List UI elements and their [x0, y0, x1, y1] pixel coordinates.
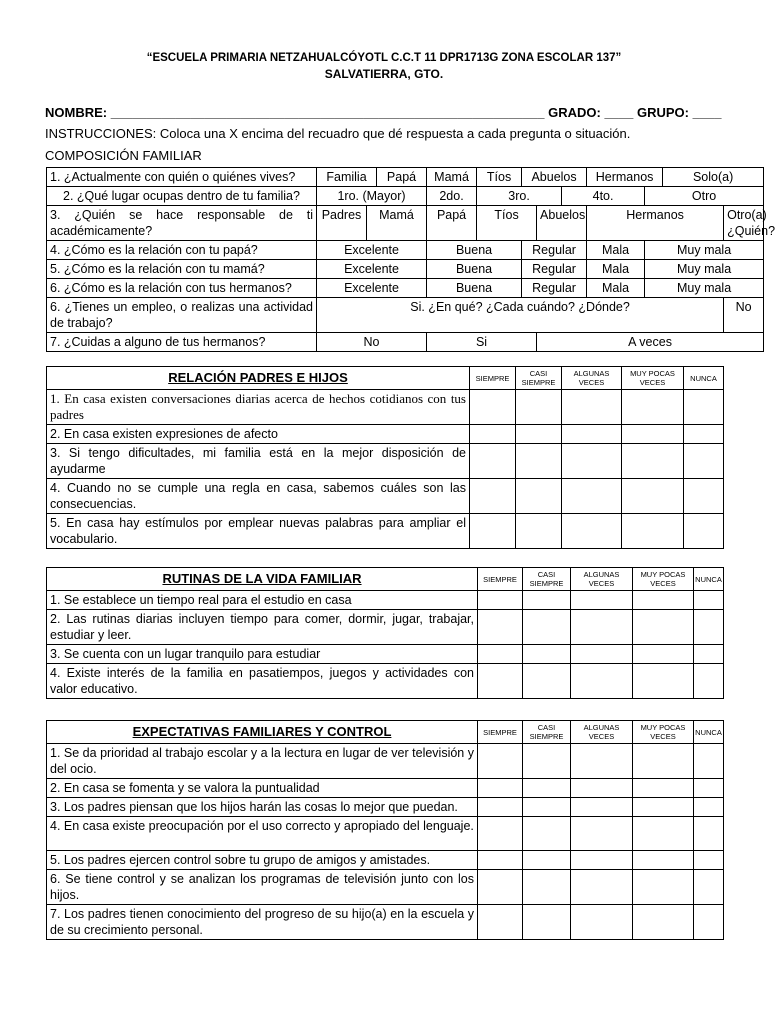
question: 1. ¿Actualmente con quién o quiénes vives? [47, 168, 317, 187]
rutinas-header-row [47, 568, 724, 591]
answer-cell[interactable] [622, 479, 684, 514]
option-cell[interactable]: Mala [587, 279, 645, 298]
answer-cell[interactable] [633, 905, 694, 940]
answer-cell[interactable] [523, 798, 571, 817]
school-city: SALVATIERRA, GTO. [324, 67, 444, 81]
answer-cell[interactable] [684, 514, 724, 549]
option-cell[interactable]: 1ro. (Mayor) [317, 187, 427, 206]
question: 3. ¿Quién se hace responsable de ti académicamente? [47, 206, 317, 241]
answer-cell[interactable] [523, 870, 571, 905]
answer-cell[interactable] [684, 444, 724, 479]
answer-cell[interactable] [516, 425, 562, 444]
answer-cell[interactable] [684, 425, 724, 444]
answer-cell[interactable] [633, 591, 694, 610]
answer-cell[interactable] [694, 798, 724, 817]
option-cell[interactable]: Si [427, 333, 537, 352]
item-text: 4. Cuando no se cumple una regla en casa, sabemos cuáles son las consecuencias. [47, 479, 470, 514]
item-text: 4. En casa existe preocupación por el uso correcto y apropiado del lenguaje. [47, 817, 478, 851]
item-text: 1. En casa existen conversaciones diarias acerca de hechos cotidianos con tus padres [47, 390, 470, 425]
answer-cell[interactable] [478, 851, 523, 870]
answer-cell[interactable] [622, 444, 684, 479]
answer-cell[interactable] [694, 664, 724, 699]
answer-cell[interactable] [571, 779, 633, 798]
answer-cell[interactable] [470, 444, 516, 479]
option-cell[interactable]: Papá [377, 168, 427, 187]
option-cell[interactable]: Buena [427, 260, 522, 279]
answer-cell[interactable] [694, 905, 724, 940]
answer-cell[interactable] [516, 390, 562, 425]
answer-cell[interactable] [633, 851, 694, 870]
answer-cell[interactable] [523, 905, 571, 940]
option-cell[interactable]: Buena [427, 241, 522, 260]
table-row [47, 905, 724, 940]
answer-cell[interactable] [523, 744, 571, 779]
scale-muy-pocas-veces: MUY POCAS VECES [633, 721, 694, 744]
expectativas-header-row [47, 721, 724, 744]
table-row [47, 851, 724, 870]
expectativas-title: EXPECTATIVAS FAMILIARES Y CONTROL [47, 721, 478, 744]
option-cell[interactable]: Papá [427, 206, 477, 241]
item-text: 7. Los padres tienen conocimiento del progreso de su hijo(a) en la escuela y de su crecimiento personal. [47, 905, 478, 940]
option-cell[interactable]: Mala [587, 260, 645, 279]
table-row [47, 390, 724, 425]
option-cell[interactable]: 3ro. [477, 187, 562, 206]
scale-casi-siempre: CASI SIEMPRE [523, 568, 571, 591]
option-cell[interactable]: Muy mala [645, 241, 764, 260]
scale-siempre: SIEMPRE [478, 721, 523, 744]
item-text: 3. Si tengo dificultades, mi familia está en la mejor disposición de ayudarme [47, 444, 470, 479]
table-row [47, 610, 724, 645]
option-cell[interactable]: Abuelos [522, 168, 587, 187]
answer-cell[interactable] [571, 744, 633, 779]
scale-siempre: SIEMPRE [470, 367, 516, 390]
table-row [47, 779, 724, 798]
answer-cell[interactable] [633, 744, 694, 779]
answer-cell[interactable] [523, 779, 571, 798]
option-cell[interactable]: Tíos [477, 168, 522, 187]
composition-row-6 [47, 279, 764, 298]
instructions-text: INSTRUCCIONES: Coloca una X encima del recuadro que dé respuesta a cada pregunta o situación. [45, 126, 631, 141]
table-row [47, 591, 724, 610]
answer-cell[interactable] [622, 390, 684, 425]
answer-cell[interactable] [694, 744, 724, 779]
item-text: 5. Los padres ejercen control sobre tu grupo de amigos y amistades. [47, 851, 478, 870]
composition-table [46, 167, 775, 352]
option-cell[interactable]: Familia [317, 168, 377, 187]
item-text: 1. Se establece un tiempo real para el estudio en casa [47, 591, 478, 610]
answer-cell[interactable] [516, 514, 562, 549]
question: 7. ¿Cuidas a alguno de tus hermanos? [47, 333, 317, 352]
answer-cell[interactable] [470, 390, 516, 425]
option-cell[interactable]: Muy mala [645, 279, 764, 298]
option-cell[interactable]: Mamá [367, 206, 427, 241]
answer-cell[interactable] [694, 870, 724, 905]
relacion-table [46, 366, 724, 549]
answer-cell[interactable] [694, 645, 724, 664]
item-text: 3. Los padres piensan que los hijos harán las cosas lo mejor que puedan. [47, 798, 478, 817]
answer-cell[interactable] [478, 664, 523, 699]
item-text: 2. Las rutinas diarias incluyen tiempo para comer, dormir, jugar, trabajar, estudiar y leer. [47, 610, 478, 645]
option-cell[interactable]: Mamá [427, 168, 477, 187]
scale-algunas-veces: ALGUNAS VECES [571, 721, 633, 744]
answer-cell[interactable] [571, 870, 633, 905]
table-row [47, 664, 724, 699]
answer-cell[interactable] [633, 817, 694, 851]
answer-cell[interactable] [571, 851, 633, 870]
question: 2. ¿Qué lugar ocupas dentro de tu familia? [47, 187, 317, 206]
table-row [47, 817, 724, 851]
composition-row-5 [47, 260, 764, 279]
answer-cell[interactable] [470, 425, 516, 444]
answer-cell[interactable] [478, 798, 523, 817]
option-cell[interactable]: Mala [587, 241, 645, 260]
answer-cell[interactable] [571, 591, 633, 610]
table-row [47, 444, 724, 479]
answer-cell[interactable] [694, 817, 724, 851]
scale-muy-pocas-veces: MUY POCAS VECES [633, 568, 694, 591]
item-text: 5. En casa hay estímulos por emplear nuevas palabras para ampliar el vocabulario. [47, 514, 470, 549]
item-text: 1. Se da prioridad al trabajo escolar y a la lectura en lugar de ver televisión y del ocio. [47, 744, 478, 779]
answer-cell[interactable] [694, 610, 724, 645]
name-grade-group-line[interactable]: NOMBRE: ____________________________________________________________ GRADO: ____ GRUPO: ____ [45, 105, 722, 120]
option-cell[interactable]: A veces [537, 333, 764, 352]
table-row [47, 514, 724, 549]
answer-cell[interactable] [478, 905, 523, 940]
section-title-composicion: COMPOSICIÓN FAMILIAR [45, 148, 202, 163]
answer-cell[interactable] [523, 591, 571, 610]
item-text: 2. En casa existen expresiones de afecto [47, 425, 470, 444]
option-cell[interactable]: Regular [522, 241, 587, 260]
composition-row-1 [47, 168, 764, 187]
option-cell[interactable]: Hermanos [587, 168, 663, 187]
option-cell[interactable]: Si. ¿En qué? ¿Cada cuándo? ¿Dónde? [317, 298, 724, 333]
answer-cell[interactable] [478, 817, 523, 851]
rutinas-title: RUTINAS DE LA VIDA FAMILIAR [47, 568, 478, 591]
answer-cell[interactable] [562, 390, 622, 425]
option-cell[interactable]: Padres [317, 206, 367, 241]
answer-cell[interactable] [633, 610, 694, 645]
answer-cell[interactable] [562, 514, 622, 549]
answer-cell[interactable] [523, 851, 571, 870]
table-row [47, 744, 724, 779]
school-name: “ESCUELA PRIMARIA NETZAHUALCÓYOTL C.C.T 11 DPR1713G ZONA ESCOLAR 137” [146, 52, 622, 64]
answer-cell[interactable] [684, 390, 724, 425]
answer-cell[interactable] [633, 798, 694, 817]
question: 6. ¿Cómo es la relación con tus hermanos? [47, 279, 317, 298]
answer-cell[interactable] [478, 645, 523, 664]
scale-muy-pocas-veces: MUY POCAS VECES [622, 367, 684, 390]
answer-cell[interactable] [622, 425, 684, 444]
answer-cell[interactable] [523, 645, 571, 664]
answer-cell[interactable] [571, 817, 633, 851]
option-cell[interactable]: No [317, 333, 427, 352]
expectativas-table [46, 720, 724, 940]
answer-cell[interactable] [470, 514, 516, 549]
option-cell[interactable]: No [724, 298, 764, 333]
option-cell[interactable]: Otro(a) ¿Quién? [724, 206, 764, 241]
answer-cell[interactable] [633, 645, 694, 664]
option-cell[interactable]: Otro [645, 187, 764, 206]
answer-cell[interactable] [523, 610, 571, 645]
answer-cell[interactable] [633, 870, 694, 905]
answer-cell[interactable] [562, 425, 622, 444]
scale-algunas-veces: ALGUNAS VECES [571, 568, 633, 591]
composition-row-7 [47, 298, 764, 333]
relacion-title: RELACIÓN PADRES E HIJOS [47, 367, 470, 390]
answer-cell[interactable] [478, 610, 523, 645]
answer-cell[interactable] [622, 514, 684, 549]
option-cell[interactable]: Abuelos [537, 206, 587, 241]
answer-cell[interactable] [516, 444, 562, 479]
question: 4. ¿Cómo es la relación con tu papá? [47, 241, 317, 260]
option-cell[interactable]: Hermanos [587, 206, 724, 241]
answer-cell[interactable] [562, 479, 622, 514]
scale-algunas-veces: ALGUNAS VECES [562, 367, 622, 390]
scale-siempre: SIEMPRE [478, 568, 523, 591]
composition-row-4 [47, 241, 764, 260]
answer-cell[interactable] [571, 610, 633, 645]
scale-nunca: NUNCA [694, 568, 724, 591]
answer-cell[interactable] [694, 591, 724, 610]
question: 5. ¿Cómo es la relación con tu mamá? [47, 260, 317, 279]
answer-cell[interactable] [684, 479, 724, 514]
scale-casi-siempre: CASI SIEMPRE [523, 721, 571, 744]
option-cell[interactable]: Excelente [317, 241, 427, 260]
item-text: 4. Existe interés de la familia en pasatiempos, juegos y actividades con valor educativo. [47, 664, 478, 699]
answer-cell[interactable] [523, 664, 571, 699]
option-cell[interactable]: Excelente [317, 260, 427, 279]
answer-cell[interactable] [694, 851, 724, 870]
option-cell[interactable]: 4to. [562, 187, 645, 206]
table-row [47, 479, 724, 514]
option-cell[interactable]: Solo(a) [663, 168, 764, 187]
answer-cell[interactable] [633, 664, 694, 699]
answer-cell[interactable] [478, 870, 523, 905]
option-cell[interactable]: Excelente [317, 279, 427, 298]
option-cell[interactable]: Buena [427, 279, 522, 298]
option-cell[interactable]: Regular [522, 260, 587, 279]
answer-cell[interactable] [478, 744, 523, 779]
composition-row-8 [47, 333, 764, 352]
answer-cell[interactable] [478, 779, 523, 798]
item-text: 3. Se cuenta con un lugar tranquilo para estudiar [47, 645, 478, 664]
item-text: 2. En casa se fomenta y se valora la puntualidad [47, 779, 478, 798]
table-row [47, 870, 724, 905]
table-row [47, 425, 724, 444]
answer-cell[interactable] [470, 479, 516, 514]
composition-row-2 [47, 187, 764, 206]
option-cell[interactable]: Tíos [477, 206, 537, 241]
table-row [47, 798, 724, 817]
composition-row-3 [47, 206, 764, 241]
answer-cell[interactable] [562, 444, 622, 479]
scale-casi-siempre: CASI SIEMPRE [516, 367, 562, 390]
answer-cell[interactable] [478, 591, 523, 610]
answer-cell[interactable] [571, 798, 633, 817]
answer-cell[interactable] [633, 779, 694, 798]
answer-cell[interactable] [571, 645, 633, 664]
table-row [47, 645, 724, 664]
answer-cell[interactable] [516, 479, 562, 514]
option-cell[interactable]: Regular [522, 279, 587, 298]
relacion-header-row [47, 367, 724, 390]
answer-cell[interactable] [694, 779, 724, 798]
answer-cell[interactable] [571, 664, 633, 699]
rutinas-table [46, 567, 724, 699]
answer-cell[interactable] [523, 817, 571, 851]
scale-nunca: NUNCA [694, 721, 724, 744]
item-text: 6. Se tiene control y se analizan los programas de televisión junto con los hijos. [47, 870, 478, 905]
answer-cell[interactable] [571, 905, 633, 940]
option-cell[interactable]: 2do. [427, 187, 477, 206]
scale-nunca: NUNCA [684, 367, 724, 390]
option-cell[interactable]: Muy mala [645, 260, 764, 279]
question: 6. ¿Tienes un empleo, o realizas una actividad de trabajo? [47, 298, 317, 333]
